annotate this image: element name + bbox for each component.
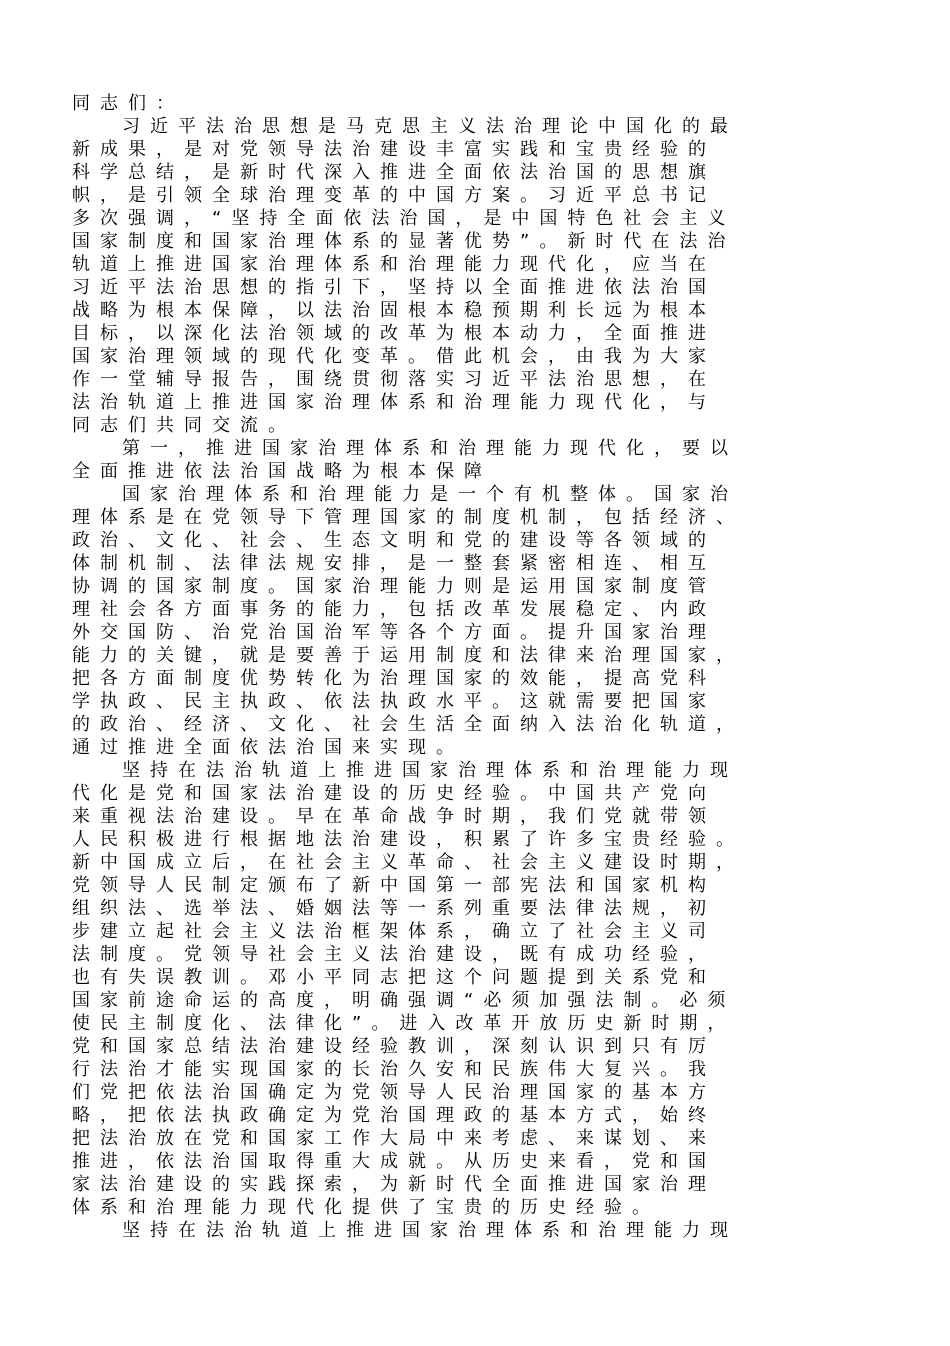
text-line: 体制机制、法律法规安排，是一整套紧密相连、相互	[72, 553, 716, 574]
text-line: 国家制度和国家治理体系的显著优势”。新时代在法治	[72, 231, 736, 252]
text-line: 体系和治理能力现代化提供了宝贵的历史经验。	[72, 1197, 660, 1218]
text-line: 第一，推进国家治理体系和治理能力现代化，要以	[122, 438, 738, 459]
text-line: 国家前途命运的高度，明确强调“必须加强法制。必须	[72, 990, 736, 1011]
text-line: 全面推进依法治国战略为根本保障	[72, 461, 492, 482]
text-line: 理体系是在党领导下管理国家的制度机制，包括经济、	[72, 507, 744, 528]
text-line: 来重视法治建设。早在革命战争时期，我们党就带领	[72, 806, 716, 827]
text-line: 代化是党和国家法治建设的历史经验。中国共产党向	[72, 783, 716, 804]
text-line: 推进，依法治国取得重大成就。从历史来看，党和国	[72, 1151, 716, 1172]
text-line: 行法治才能实现国家的长治久安和民族伟大复兴。我	[72, 1059, 716, 1080]
text-line: 步建立起社会主义法治框架体系，确立了社会主义司	[72, 921, 716, 942]
text-line: 多次强调，“坚持全面依法治国，是中国特色社会主义	[72, 208, 736, 229]
text-line: 新中国成立后，在社会主义革命、社会主义建设时期，	[72, 852, 744, 873]
text-line: 法制度。党领导社会主义法治建设，既有成功经验，	[72, 944, 716, 965]
text-line: 外交国防、治党治国治军等各个方面。提升国家治理	[72, 622, 716, 643]
text-line: 国家治理领域的现代化变革。借此机会，由我为大家	[72, 346, 716, 367]
text-line: 学执政、民主执政、依法执政水平。这就需要把国家	[72, 691, 716, 712]
text-line: 协调的国家制度。国家治理能力则是运用国家制度管	[72, 576, 716, 597]
text-line: 党和国家总结法治建设经验教训，深刻认识到只有厉	[72, 1036, 716, 1057]
text-line: 科学总结，是新时代深入推进全面依法治国的思想旗	[72, 162, 716, 183]
body-text	[72, 92, 872, 1242]
text-line: 轨道上推进国家治理体系和治理能力现代化，应当在	[72, 254, 716, 275]
text-line: 的政治、经济、文化、社会生活全面纳入法治化轨道，	[72, 714, 744, 735]
text-line: 们党把依法治国确定为党领导人民治理国家的基本方	[72, 1082, 716, 1103]
text-line: 帜，是引领全球治理变革的中国方案。习近平总书记	[72, 185, 716, 206]
text-line: 国家治理体系和治理能力是一个有机整体。国家治	[122, 484, 738, 505]
text-line: 同志们：	[72, 93, 184, 114]
text-line: 组织法、选举法、婚姻法等一系列重要法律法规，初	[72, 898, 716, 919]
text-line: 通过推进全面依法治国来实现。	[72, 737, 464, 758]
text-line: 习近平法治思想是马克思主义法治理论中国化的最	[122, 116, 738, 137]
text-line: 习近平法治思想的指引下，坚持以全面推进依法治国	[72, 277, 716, 298]
text-line: 把各方面制度优势转化为治理国家的效能，提高党科	[72, 668, 716, 689]
text-line: 坚持在法治轨道上推进国家治理体系和治理能力现	[122, 760, 738, 781]
text-line: 使民主制度化、法律化”。进入改革开放历史新时期，	[72, 1013, 736, 1034]
text-line: 也有失误教训。邓小平同志把这个问题提到关系党和	[72, 967, 716, 988]
text-line: 理社会各方面事务的能力，包括改革发展稳定、内政	[72, 599, 716, 620]
text-line: 新成果，是对党领导法治建设丰富实践和宝贵经验的	[72, 139, 716, 160]
text-line: 目标，以深化法治领域的改革为根本动力，全面推进	[72, 323, 716, 344]
text-line: 政治、文化、社会、生态文明和党的建设等各领域的	[72, 530, 716, 551]
text-line: 家法治建设的实践探索，为新时代全面推进国家治理	[72, 1174, 716, 1195]
text-line: 党领导人民制定颁布了新中国第一部宪法和国家机构	[72, 875, 716, 896]
text-line: 同志们共同交流。	[72, 415, 296, 436]
text-line: 坚持在法治轨道上推进国家治理体系和治理能力现	[122, 1220, 738, 1241]
text-line: 略，把依法执政确定为党治国理政的基本方式，始终	[72, 1105, 716, 1126]
text-line: 把法治放在党和国家工作大局中来考虑、来谋划、来	[72, 1128, 716, 1149]
text-line: 人民积极进行根据地法治建设，积累了许多宝贵经验。	[72, 829, 744, 850]
text-line: 法治轨道上推进国家治理体系和治理能力现代化，与	[72, 392, 716, 413]
text-line: 能力的关键，就是要善于运用制度和法律来治理国家，	[72, 645, 744, 666]
text-line: 作一堂辅导报告，围绕贯彻落实习近平法治思想，在	[72, 369, 716, 390]
text-line: 战略为根本保障，以法治固根本稳预期利长远为根本	[72, 300, 716, 321]
